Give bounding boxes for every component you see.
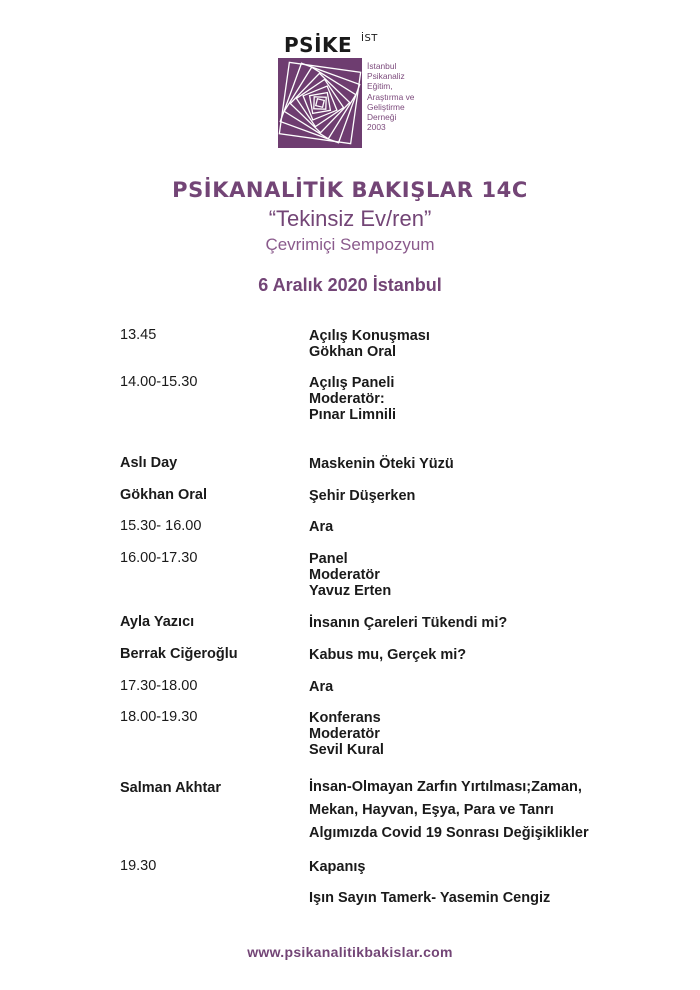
program-time: 13.45	[120, 327, 157, 343]
program-talk: Şehir Düşerken	[309, 488, 416, 504]
logo-org-line: Eğitim,	[367, 81, 393, 92]
program-talk-line: Algımızda Covid 19 Sonrası Değişiklikler	[309, 825, 589, 841]
program-item-line: Açılış Konuşması	[309, 328, 430, 344]
event-type: Çevrimiçi Sempozyum	[265, 235, 435, 254]
program-time: 18.00-19.30	[120, 709, 198, 725]
logo-org-line: İstanbul	[367, 61, 397, 71]
program-time: 14.00-15.30	[120, 374, 198, 390]
program-time: 17.30-18.00	[120, 678, 198, 694]
logo-wordmark: PSİKE	[284, 33, 353, 57]
program-item-line: Konferans	[309, 710, 381, 726]
program-item-line: Moderatör	[309, 726, 380, 742]
program-item	[309, 328, 430, 360]
program-item	[309, 710, 384, 758]
program-item-line: Moderatör:	[309, 391, 385, 407]
logo	[278, 30, 458, 155]
program-speaker: Berrak Ciğeroğlu	[120, 646, 238, 662]
program-time: 15.30- 16.00	[120, 518, 202, 534]
program-speaker: Aslı Day	[120, 455, 178, 471]
logo-superscript: İST	[361, 33, 378, 44]
program-item	[309, 551, 391, 599]
logo-org-line: Psikanaliz	[367, 71, 405, 82]
page-title: PSİKANALİTİK BAKIŞLAR 14C	[172, 178, 528, 202]
program-item-line: Moderatör	[309, 567, 380, 583]
program-closing-speakers: Işın Sayın Tamerk- Yasemin Cengiz	[309, 890, 551, 906]
program-item-line: Açılış Paneli	[309, 375, 395, 391]
program-talk: Kabus mu, Gerçek mi?	[309, 647, 467, 663]
program-item-line: Panel	[309, 551, 348, 567]
program-item-line: Yavuz Erten	[309, 583, 392, 599]
page-subtitle: “Tekinsiz Ev/ren”	[268, 206, 432, 231]
program-closing: Kapanış	[309, 859, 366, 875]
logo-org-line: Geliştirme	[367, 101, 405, 112]
event-date: 6 Aralık 2020 İstanbul	[258, 275, 442, 295]
website-link[interactable]: www.psikanalitikbakislar.com	[247, 944, 453, 960]
program-talk-line: İnsan-Olmayan Zarfın Yırtılması;Zaman,	[309, 779, 582, 795]
spiral-logo-icon	[278, 58, 362, 148]
program-speaker: Salman Akhtar	[120, 780, 221, 796]
program-talk-line: Mekan, Hayvan, Eşya, Para ve Tanrı	[309, 802, 554, 818]
program-time: 19.30	[120, 858, 157, 874]
program-item-line: Gökhan Oral	[309, 344, 397, 360]
program-item	[309, 375, 396, 423]
program-talk: İnsanın Çareleri Tükendi mi?	[309, 615, 508, 631]
program-item-line: Sevil Kural	[309, 742, 384, 758]
program-speaker: Gökhan Oral	[120, 487, 208, 503]
logo-org-line: Araştırma ve	[367, 91, 415, 102]
program-break: Ara	[309, 519, 334, 535]
program-time: 16.00-17.30	[120, 550, 198, 566]
logo-org-line: 2003	[367, 122, 386, 133]
program-talk: Maskenin Öteki Yüzü	[309, 456, 454, 472]
program-talk	[309, 776, 589, 845]
program-speaker: Ayla Yazıcı	[120, 614, 195, 630]
program-break: Ara	[309, 679, 334, 695]
program-item-line: Pınar Limnili	[309, 407, 397, 423]
logo-org-line: Derneği	[367, 112, 397, 123]
logo-org-text	[367, 61, 414, 132]
